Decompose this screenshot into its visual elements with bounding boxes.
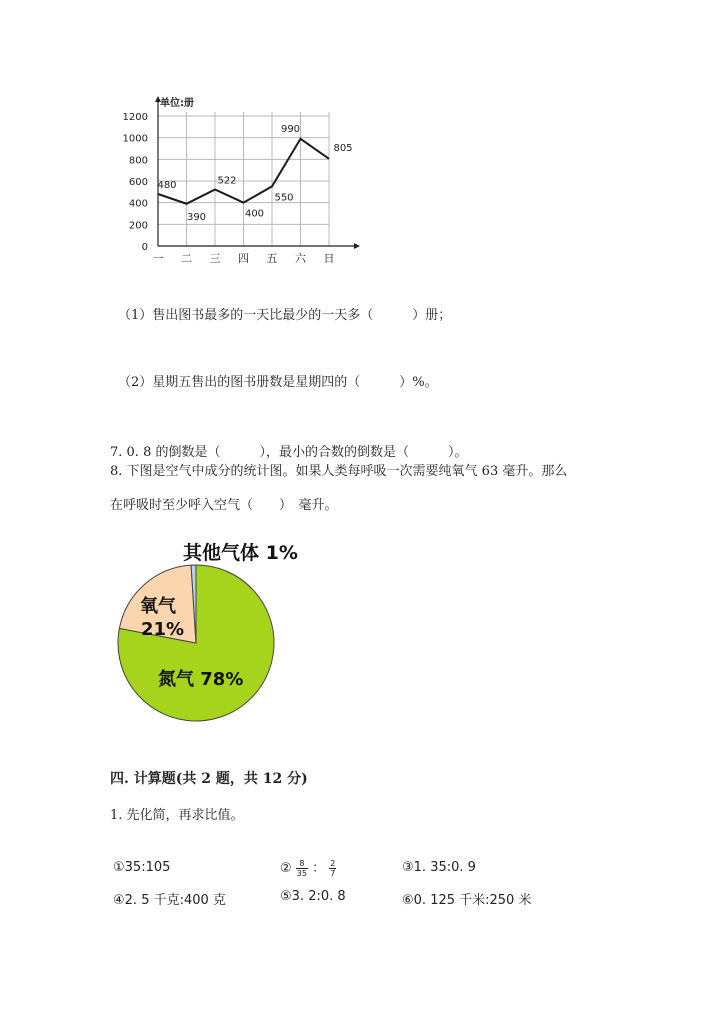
fraction-8-35 (296, 859, 308, 878)
section-4-title: 四. 计算题(共 2 题，共 12 分) (110, 771, 308, 787)
slice-label-nitrogen: 氮气 78% (158, 669, 244, 690)
question-8-line-1: 8. 下图是空气中成分的统计图。如果人类每呼吸一次需要纯氧气 63 毫升。那么 (110, 464, 568, 479)
fraction-2-7 (329, 859, 336, 878)
y-tick-label: 200 (128, 220, 148, 232)
data-label: 390 (186, 211, 207, 223)
y-tick-label: 600 (128, 177, 148, 188)
ratio-separator: ： (312, 861, 326, 876)
fraction-denominator: 7 (330, 869, 336, 878)
x-tick-label: 五 (266, 252, 278, 265)
data-label: 550 (274, 192, 294, 204)
calc-item-5: ⑤3. 2:0. 8 (280, 889, 346, 904)
fraction-numerator: 2 (330, 859, 336, 868)
y-tick-label: 400 (128, 198, 148, 210)
x-tick-labels (153, 252, 335, 265)
chart-grid (158, 112, 329, 246)
line-chart (112, 88, 372, 268)
y-tick-label: 800 (128, 155, 148, 167)
y-tick-label: 0 (141, 242, 148, 253)
calc-question-1: 1. 先化简，再求比值。 (110, 808, 244, 823)
calc-item-3: ③1. 35:0. 9 (402, 860, 476, 875)
x-axis-arrow (354, 243, 360, 249)
fraction-numerator: 8 (296, 859, 308, 869)
y-tick-labels (123, 112, 148, 253)
question-8-line-2: 在呼吸时至少呼入空气（ ） 毫升。 (110, 498, 338, 513)
x-tick-label: 四 (238, 252, 249, 265)
slice-label-oxygen-value: 21% (141, 619, 185, 640)
x-tick-label: 日 (323, 252, 335, 265)
slice-label-other: 其他气体 1% (183, 542, 298, 564)
data-label: 990 (280, 123, 301, 135)
data-label: 480 (157, 180, 177, 191)
calc-item-2 (280, 857, 336, 878)
data-label: 400 (244, 208, 265, 220)
question-6-2: （2）星期五售出的图书册数是星期四的（ ）%。 (118, 375, 438, 390)
y-axis-label: 单位:册 (160, 98, 194, 109)
pie-chart (108, 535, 328, 735)
fraction-denominator: 35 (296, 869, 307, 878)
calc-item-1: ①35:105 (113, 860, 171, 875)
calc-item-2-prefix: ② (280, 861, 292, 876)
y-tick-label: 1200 (122, 112, 148, 123)
x-tick-label: 六 (295, 252, 306, 265)
x-tick-label: 一 (152, 252, 164, 265)
slice-label-oxygen-name: 氧气 (140, 596, 176, 617)
x-tick-label: 三 (209, 252, 221, 265)
y-tick-label: 1000 (122, 133, 148, 145)
x-tick-label: 二 (181, 252, 192, 265)
question-7: 7. 0. 8 的倒数是（ ），最小的合数的倒数是（ ）。 (110, 445, 468, 460)
calc-item-4: ④2. 5 千克:400 克 (113, 893, 226, 908)
calc-item-6: ⑥0. 125 千米:250 米 (402, 893, 532, 908)
data-label: 805 (333, 142, 353, 154)
question-6-1: （1）售出图书最多的一天比最少的一天多（ ）册； (118, 308, 452, 323)
data-label: 522 (217, 175, 237, 187)
